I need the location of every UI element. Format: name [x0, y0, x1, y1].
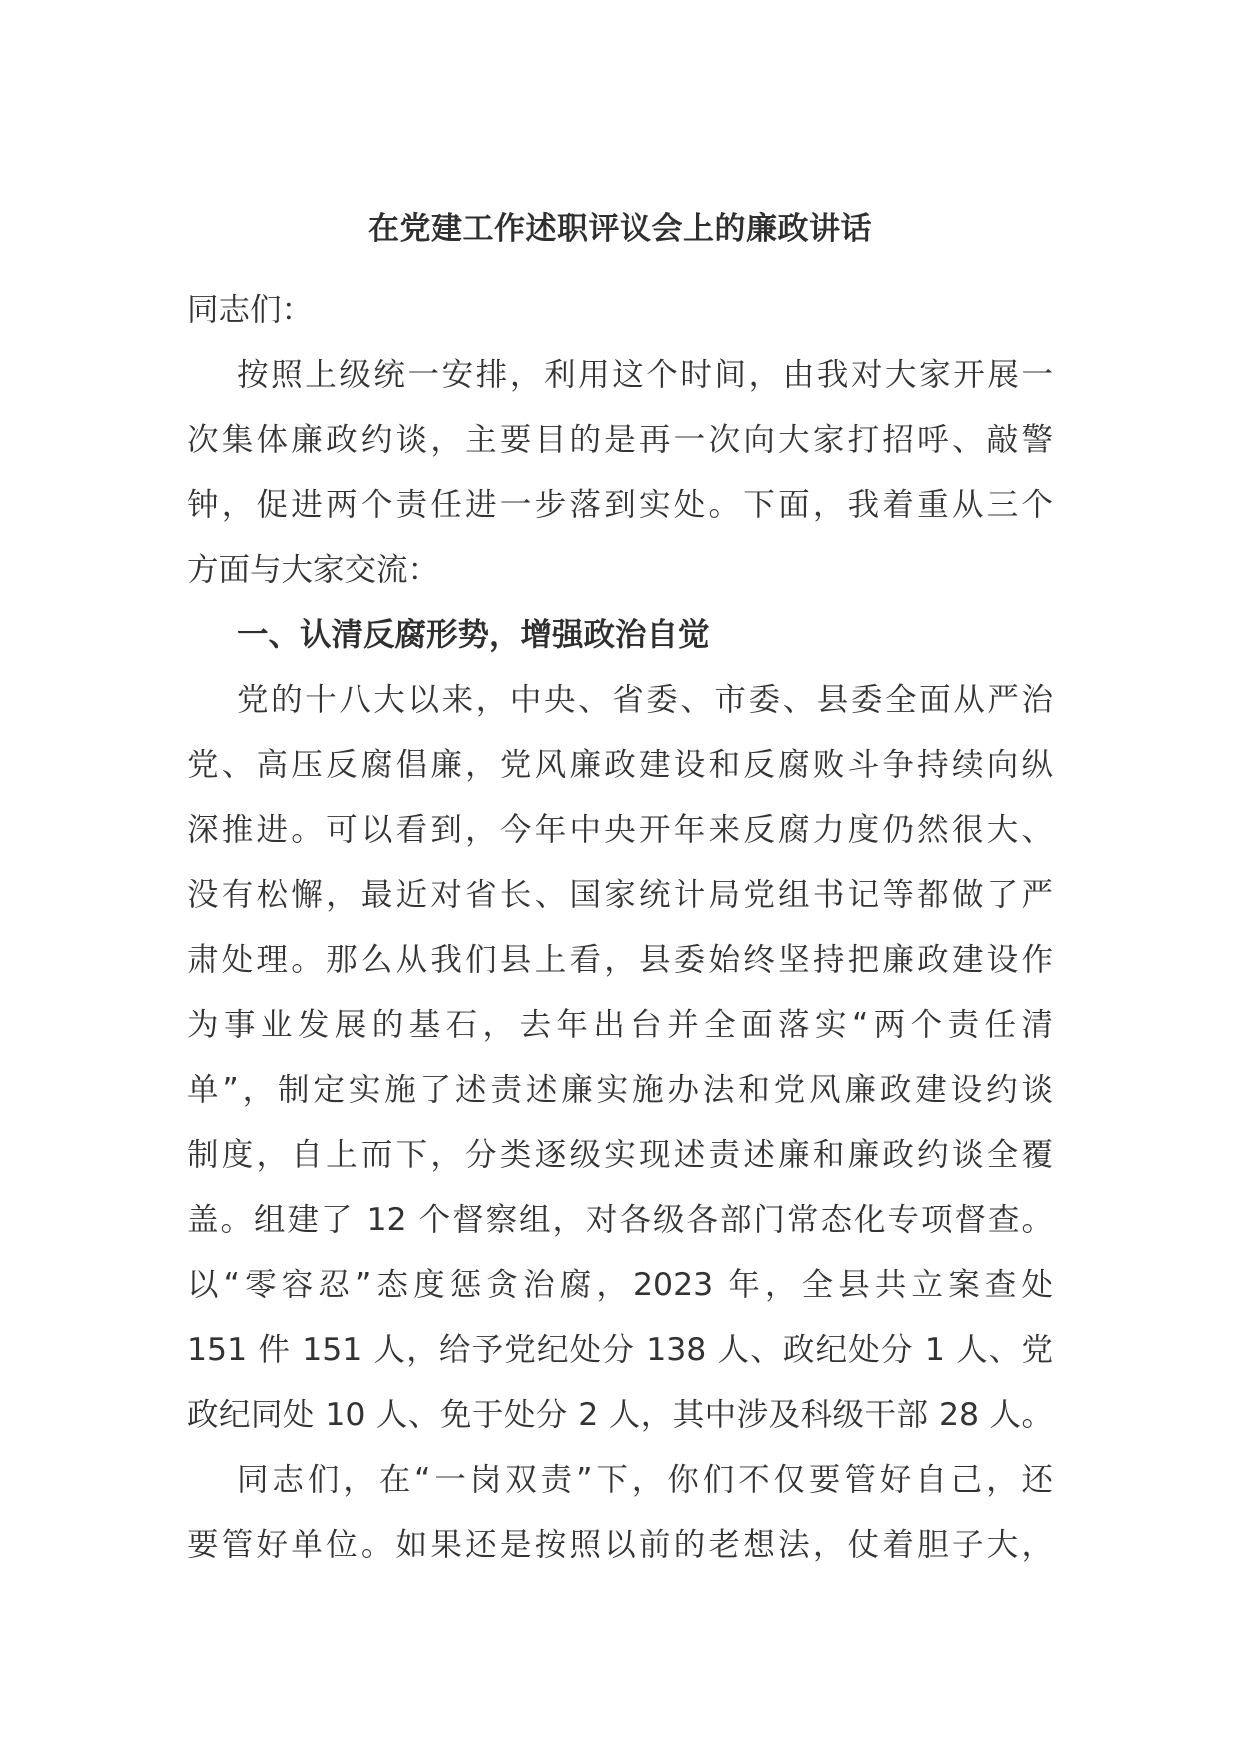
paragraph-line: 要管好单位。如果还是按照以前的老想法，仗着胆子大，: [187, 1527, 1053, 1563]
paragraph-line: 次集体廉政约谈，主要目的是再一次向大家打招呼、敲警: [187, 422, 1053, 458]
paragraph-line: 以“零容忍”态度惩贪治腐，2023 年，全县共立案查处: [187, 1267, 1053, 1303]
document-title: 在党建工作述职评议会上的廉政讲话: [368, 211, 872, 247]
paragraph-line: 钟，促进两个责任进一步落到实处。下面，我着重从三个: [187, 487, 1053, 523]
paragraph-line: 盖。组建了 12 个督察组，对各级各部门常态化专项督查。: [187, 1202, 1053, 1238]
paragraph-line: 151 件 151 人，给予党纪处分 138 人、政纪处分 1 人、党: [187, 1332, 1053, 1368]
salutation: 同志们：: [187, 292, 314, 328]
paragraph-line: 方面与大家交流：: [187, 552, 440, 588]
paragraph-line: 制度，自上而下，分类逐级实现述责述廉和廉政约谈全覆: [187, 1137, 1053, 1173]
paragraph-line: 单”，制定实施了述责述廉实施办法和党风廉政建设约谈: [187, 1072, 1053, 1108]
paragraph-line: 为事业发展的基石，去年出台并全面落实“两个责任清: [187, 1007, 1053, 1043]
paragraph-line: 党的十八大以来，中央、省委、市委、县委全面从严治: [237, 682, 1053, 718]
section-heading: 一、认清反腐形势，增强政治自觉: [237, 617, 710, 653]
document-body: [187, 194, 1053, 1578]
paragraph-line: 党、高压反腐倡廉，党风廉政建设和反腐败斗争持续向纵: [187, 747, 1053, 783]
paragraph-line: 政纪同处 10 人、免于处分 2 人，其中涉及科级干部 28 人。: [187, 1397, 1053, 1433]
paragraph-line: 按照上级统一安排，利用这个时间，由我对大家开展一: [237, 357, 1053, 393]
paragraph-line: 深推进。可以看到，今年中央开年来反腐力度仍然很大、: [187, 812, 1053, 848]
paragraph-line: 同志们，在“一岗双责”下，你们不仅要管好自己，还: [237, 1462, 1053, 1498]
paragraph-line: 没有松懈，最近对省长、国家统计局党组书记等都做了严: [187, 877, 1053, 913]
paragraph-line: 肃处理。那么从我们县上看，县委始终坚持把廉政建设作: [187, 942, 1053, 978]
